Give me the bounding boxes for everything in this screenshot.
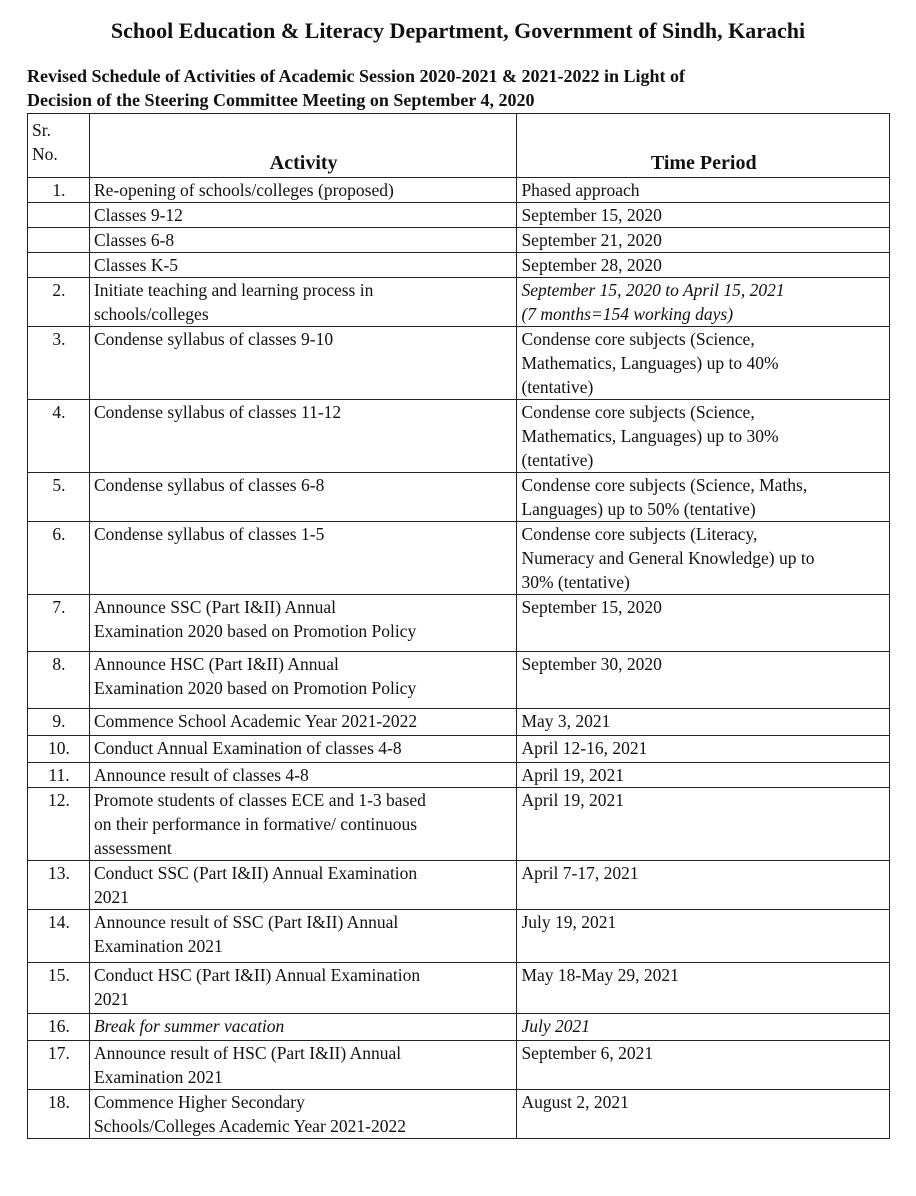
row-activity <box>89 228 517 253</box>
time-text-line: September 15, 2020 to April 15, 2021 <box>521 280 785 300</box>
row-activity <box>89 595 517 652</box>
row-activity <box>89 788 517 861</box>
time-text-line: (7 months=154 working days) <box>521 304 734 324</box>
row-activity <box>89 253 517 278</box>
activity-text-line: Examination 2020 based on Promotion Policy <box>93 621 417 641</box>
activity-text-line: Conduct Annual Examination of classes 4-8 <box>93 738 402 758</box>
activity-text-line: Classes 6-8 <box>93 230 175 250</box>
row-activity <box>89 473 517 522</box>
schedule-table <box>27 113 890 1139</box>
row-time-period <box>517 963 890 1014</box>
activity-text-line: Conduct SSC (Part I&II) Annual Examination <box>93 863 418 883</box>
row-number: 10. <box>28 736 90 763</box>
activity-text-line: Announce HSC (Part I&II) Annual <box>93 654 339 674</box>
table-row <box>28 709 890 736</box>
table-row <box>28 736 890 763</box>
row-time-period <box>517 595 890 652</box>
activity-text-line: Announce result of HSC (Part I&II) Annual <box>93 1043 402 1063</box>
row-activity <box>89 400 517 473</box>
activity-text-line: Commence School Academic Year 2021-2022 <box>93 711 418 731</box>
subtitle-line: Decision of the Steering Committee Meeting on September 4, 2020 <box>27 90 535 110</box>
time-text-line: May 18-May 29, 2021 <box>521 965 679 985</box>
activity-text-line: Examination 2021 <box>93 1067 223 1087</box>
activity-text-line: Schools/Colleges Academic Year 2021-2022 <box>93 1116 406 1136</box>
table-row <box>28 522 890 595</box>
time-text-line: September 30, 2020 <box>521 654 662 674</box>
time-text-line: September 28, 2020 <box>521 255 662 275</box>
row-activity <box>89 652 517 709</box>
table-row <box>28 788 890 861</box>
document-subtitle <box>27 64 887 112</box>
row-number: 8. <box>28 652 90 709</box>
table-row <box>28 178 890 203</box>
table-row <box>28 473 890 522</box>
time-text-line: Mathematics, Languages) up to 30% <box>521 426 779 446</box>
row-activity <box>89 963 517 1014</box>
row-time-period <box>517 1041 890 1090</box>
row-number: 7. <box>28 595 90 652</box>
time-text-line: Languages) up to 50% (tentative) <box>521 499 756 519</box>
row-number: 6. <box>28 522 90 595</box>
activity-text-line: Examination 2021 <box>93 936 223 956</box>
time-text-line: 30% (tentative) <box>521 572 630 592</box>
activity-text-line: on their performance in formative/ continuous <box>93 814 418 834</box>
time-text-line: August 2, 2021 <box>521 1092 629 1112</box>
row-time-period <box>517 1014 890 1041</box>
row-time-period <box>517 473 890 522</box>
header-no-label: No. <box>32 144 58 164</box>
table-row <box>28 910 890 963</box>
table-row <box>28 228 890 253</box>
table-row <box>28 652 890 709</box>
header-activity: Activity <box>89 114 517 178</box>
row-activity <box>89 327 517 400</box>
activity-text-line: Re-opening of schools/colleges (proposed) <box>93 180 394 200</box>
row-number <box>28 253 90 278</box>
table-row <box>28 763 890 788</box>
table-row <box>28 1041 890 1090</box>
table-row <box>28 400 890 473</box>
row-activity <box>89 278 517 327</box>
row-activity <box>89 178 517 203</box>
activity-text-line: Classes 9-12 <box>93 205 183 225</box>
activity-text-line: Condense syllabus of classes 6-8 <box>93 475 325 495</box>
row-number: 5. <box>28 473 90 522</box>
row-time-period <box>517 203 890 228</box>
activity-text-line: Conduct HSC (Part I&II) Annual Examination <box>93 965 421 985</box>
row-number: 12. <box>28 788 90 861</box>
table-row <box>28 861 890 910</box>
row-activity <box>89 1090 517 1139</box>
row-activity <box>89 709 517 736</box>
time-text-line: September 15, 2020 <box>521 597 662 617</box>
row-number: 15. <box>28 963 90 1014</box>
row-time-period <box>517 228 890 253</box>
row-time-period <box>517 763 890 788</box>
activity-text-line: Condense syllabus of classes 9-10 <box>93 329 334 349</box>
activity-text-line: Commence Higher Secondary <box>93 1092 305 1112</box>
time-text-line: July 2021 <box>521 1016 590 1036</box>
time-text-line: Condense core subjects (Science, <box>521 329 755 349</box>
row-time-period <box>517 178 890 203</box>
activity-text-line: Examination 2020 based on Promotion Policy <box>93 678 417 698</box>
header-sr-no <box>28 114 90 178</box>
row-number <box>28 228 90 253</box>
row-time-period <box>517 861 890 910</box>
row-activity <box>89 736 517 763</box>
time-text-line: (tentative) <box>521 377 594 397</box>
activity-text-line: Announce result of SSC (Part I&II) Annual <box>93 912 399 932</box>
activity-text-line: assessment <box>93 838 172 858</box>
activity-text-line: Condense syllabus of classes 1-5 <box>93 524 325 544</box>
header-sr-label: Sr. <box>32 120 51 140</box>
row-time-period <box>517 788 890 861</box>
time-text-line: (tentative) <box>521 450 594 470</box>
table-row <box>28 278 890 327</box>
time-text-line: April 19, 2021 <box>521 765 625 785</box>
table-row <box>28 963 890 1014</box>
table-row <box>28 203 890 228</box>
row-activity <box>89 1014 517 1041</box>
activity-text-line: Condense syllabus of classes 11-12 <box>93 402 342 422</box>
row-number: 13. <box>28 861 90 910</box>
time-text-line: April 19, 2021 <box>521 790 625 810</box>
activity-text-line: Promote students of classes ECE and 1-3 based <box>93 790 426 810</box>
activity-text-line: Classes K-5 <box>93 255 179 275</box>
row-number: 9. <box>28 709 90 736</box>
table-row <box>28 1014 890 1041</box>
row-time-period <box>517 522 890 595</box>
time-text-line: Mathematics, Languages) up to 40% <box>521 353 779 373</box>
time-text-line: Condense core subjects (Literacy, <box>521 524 758 544</box>
row-time-period <box>517 736 890 763</box>
row-time-period <box>517 709 890 736</box>
row-time-period <box>517 253 890 278</box>
time-text-line: Condense core subjects (Science, <box>521 402 755 422</box>
row-number: 16. <box>28 1014 90 1041</box>
time-text-line: September 6, 2021 <box>521 1043 654 1063</box>
row-time-period <box>517 278 890 327</box>
activity-text-line: Initiate teaching and learning process in <box>93 280 374 300</box>
row-activity <box>89 203 517 228</box>
row-number: 11. <box>28 763 90 788</box>
row-activity <box>89 861 517 910</box>
time-text-line: April 7-17, 2021 <box>521 863 639 883</box>
row-time-period <box>517 327 890 400</box>
row-activity <box>89 763 517 788</box>
subtitle-line: Revised Schedule of Activities of Academic Session 2020-2021 & 2021-2022 in Light of <box>27 66 685 86</box>
row-number: 2. <box>28 278 90 327</box>
row-time-period <box>517 910 890 963</box>
activity-text-line: Announce result of classes 4-8 <box>93 765 309 785</box>
time-text-line: September 15, 2020 <box>521 205 662 225</box>
time-text-line: July 19, 2021 <box>521 912 617 932</box>
row-activity <box>89 1041 517 1090</box>
row-number: 17. <box>28 1041 90 1090</box>
table-row <box>28 253 890 278</box>
table-header-row <box>28 114 890 178</box>
time-text-line: Phased approach <box>521 180 640 200</box>
table-row <box>28 595 890 652</box>
time-text-line: September 21, 2020 <box>521 230 662 250</box>
activity-text-line: 2021 <box>93 887 129 907</box>
time-text-line: April 12-16, 2021 <box>521 738 648 758</box>
activity-text-line: Announce SSC (Part I&II) Annual <box>93 597 336 617</box>
table-row <box>28 1090 890 1139</box>
row-number: 3. <box>28 327 90 400</box>
row-time-period <box>517 400 890 473</box>
time-text-line: May 3, 2021 <box>521 711 611 731</box>
row-number <box>28 203 90 228</box>
header-time-period: Time Period <box>517 114 890 178</box>
activity-text-line: schools/colleges <box>93 304 209 324</box>
row-number: 14. <box>28 910 90 963</box>
row-activity <box>89 522 517 595</box>
row-number: 4. <box>28 400 90 473</box>
table-row <box>28 327 890 400</box>
row-activity <box>89 910 517 963</box>
activity-text-line: Break for summer vacation <box>93 1016 285 1036</box>
activity-text-line: 2021 <box>93 989 129 1009</box>
row-time-period <box>517 652 890 709</box>
document-title: School Education & Literacy Department, Government of Sindh, Karachi <box>110 18 806 43</box>
time-text-line: Numeracy and General Knowledge) up to <box>521 548 815 568</box>
row-number: 1. <box>28 178 90 203</box>
time-text-line: Condense core subjects (Science, Maths, <box>521 475 808 495</box>
row-time-period <box>517 1090 890 1139</box>
row-number: 18. <box>28 1090 90 1139</box>
